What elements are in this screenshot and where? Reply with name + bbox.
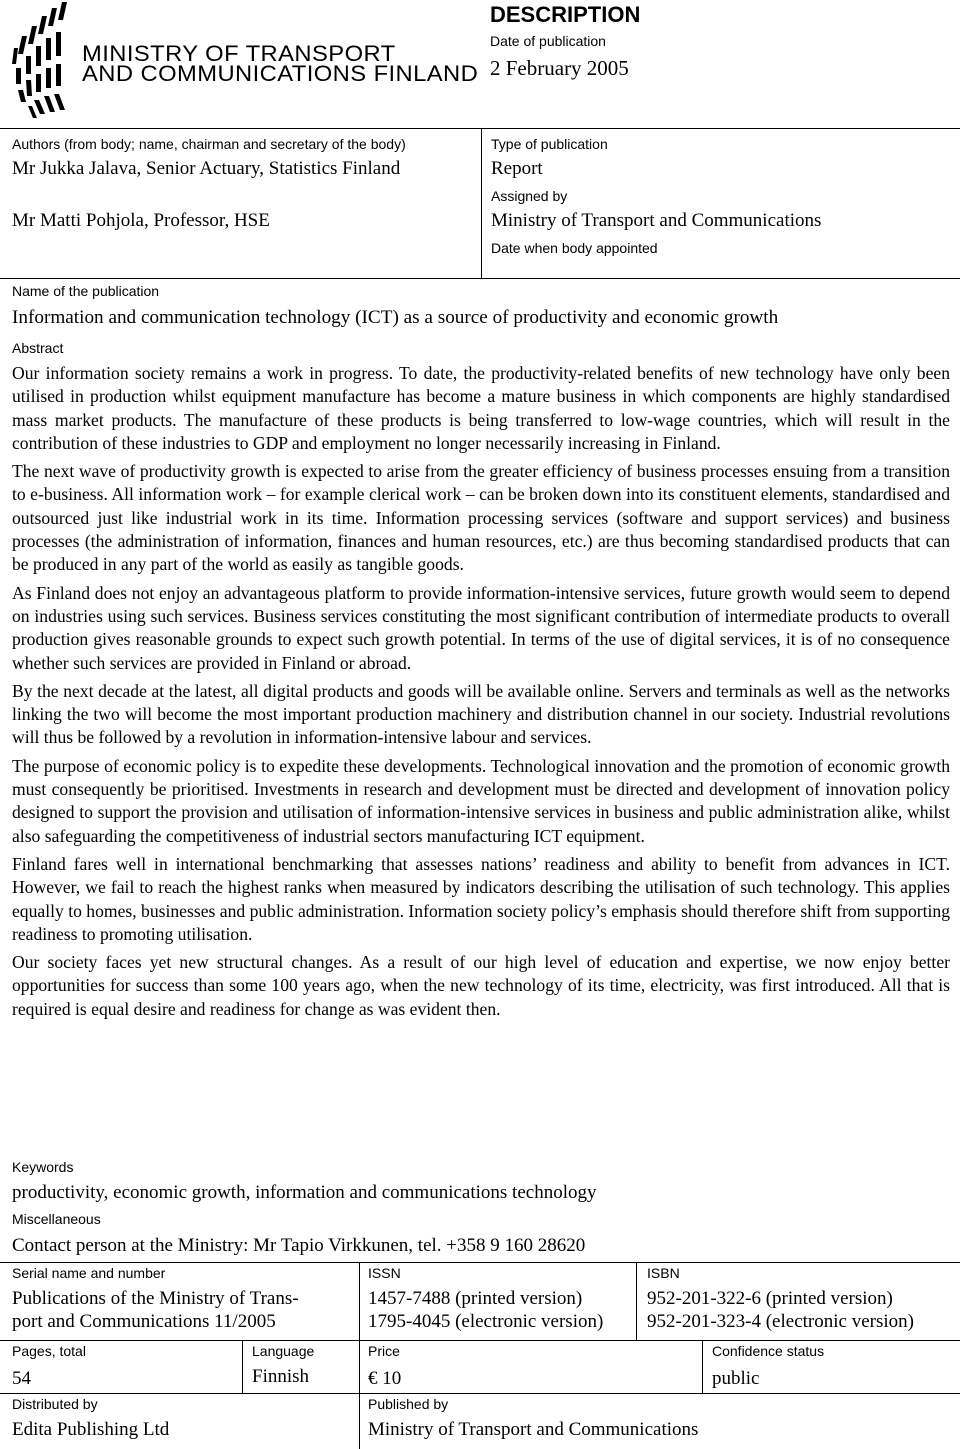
abstract-paragraph: Our society faces yet new structural changes. As a result of our high level of education and expertise, we now enjoy better opportunities for success than some 100 years ago, when the new technology of its time, electricity, was first introduced. All that is required is equal desire and readiness for change as was evident then. — [12, 952, 950, 1019]
isbn-label: ISBN — [647, 1265, 680, 1281]
language-label: Language — [252, 1343, 315, 1359]
keywords-value: productivity, economic growth, information and communications technology — [12, 1182, 597, 1203]
serial-line-2: port and Communications 11/2005 — [12, 1311, 276, 1332]
published-by-value: Ministry of Transport and Communications — [368, 1419, 699, 1440]
divider — [242, 1340, 243, 1393]
divider — [0, 1262, 960, 1263]
date-of-publication-value: 2 February 2005 — [490, 56, 629, 80]
date-of-publication-label: Date of publication — [490, 33, 606, 49]
abstract-paragraph: As Finland does not enjoy an advantageous platform to provide information-intensive services, future growth would seem to depend on industries using such services. Business services constituting the most significant contribution of intermediate products to overall production gives reasonable grounds to expect such growth potential. In terms of the use of digital services, it is of no consequence whether such services are provided in Finland or abroad. — [12, 582, 950, 673]
publication-name-label: Name of the publication — [12, 283, 160, 299]
logo-text-line1: MINISTRY OF TRANSPORT — [82, 41, 396, 66]
abstract-paragraph: The purpose of economic policy is to expedite these developments. Technological innovation and the promotion of economic growth must consequently be prioritised. Investments in research and development must be directed and development of innovation policy designed to support the provision and utilisation of information-intensive services in business and public administration alike, whilst also safeguarding the competitiveness of industrial sectors manufacturing ICT equipment. — [12, 755, 950, 846]
issn-line-2: 1795-4045 (electronic version) — [368, 1311, 604, 1332]
divider — [0, 1340, 960, 1341]
isbn-line-1: 952-201-322-6 (printed version) — [647, 1288, 893, 1309]
publication-name-value: Information and communication technology (ICT) as a source of productivity and economic growth — [12, 307, 779, 328]
divider — [359, 1262, 360, 1449]
author-1: Mr Jukka Jalava, Senior Actuary, Statistics Finland — [12, 158, 401, 179]
divider — [702, 1340, 703, 1393]
abstract-paragraph: Finland fares well in international benchmarking that assesses nations’ readiness and ability to benefit from advances in ICT. However, we fail to reach the highest ranks when measured by indicators describing the utilisation of such technology. This applies equally to homes, businesses and public administration. Information society policy’s emphasis should therefore shift from supporting readiness to promoting utilisation. — [12, 853, 950, 944]
distributed-by-label: Distributed by — [12, 1396, 98, 1412]
date-appointed-label: Date when body appointed — [491, 240, 658, 256]
issn-label: ISSN — [368, 1265, 401, 1281]
published-by-label: Published by — [368, 1396, 449, 1412]
publication-type-label: Type of publication — [491, 136, 608, 152]
abstract-paragraph: Our information society remains a work in progress. To date, the productivity-related benefits of new technology have only been utilised in production whilst equipment manufacture has become a mature business in which components are highly standardised mass market products. The manufacture of these products is being transferred to low-wage countries, which will result in the contribution of these industries to GDP and employment no longer necessarily increasing in Finland. — [12, 363, 950, 453]
confidence-status-value: public — [712, 1368, 760, 1389]
price-label: Price — [368, 1343, 400, 1359]
abstract-paragraph: By the next decade at the latest, all digital products and goods will be available online. Servers and terminals as well as the networks linking the two will become the most important production machinery and distribution channel in our society. Industrial revolutions will thus be followed by a revolution in information-intensive labour and services. — [12, 680, 950, 748]
abstract-body — [12, 362, 950, 1026]
miscellaneous-value: Contact person at the Ministry: Mr Tapio Virkkunen, tel. +358 9 160 28620 — [12, 1235, 586, 1256]
confidence-status-label: Confidence status — [712, 1343, 825, 1359]
ministry-emblem-icon — [10, 2, 80, 122]
pages-value: 54 — [12, 1368, 31, 1389]
language-value: Finnish — [252, 1366, 310, 1387]
distributed-by-value: Edita Publishing Ltd — [12, 1419, 170, 1440]
abstract-paragraph: The next wave of productivity growth is expected to arise from the greater efficiency of business processes ensuing from a transition to e-business. All information work – for example clerical work – can be broken down into its constituent elements, standardised and outsourced just like industrial work in its time. Information processing services (software and support services) and business processes (the administration of information, finances and human resources, etc.) are thus becoming standardised products that can be produced in any part of the world as easily as tangible goods. — [12, 461, 950, 575]
divider — [481, 128, 482, 278]
serial-label: Serial name and number — [12, 1265, 166, 1281]
issn-line-1: 1457-7488 (printed version) — [368, 1288, 583, 1309]
assigned-by-label: Assigned by — [491, 188, 568, 204]
divider — [0, 128, 960, 129]
keywords-label: Keywords — [12, 1159, 74, 1175]
pages-label: Pages, total — [12, 1343, 86, 1359]
divider — [0, 278, 960, 279]
divider — [636, 1262, 637, 1340]
ministry-logo — [10, 2, 480, 122]
assigned-by-value: Ministry of Transport and Communications — [491, 210, 822, 231]
abstract-label: Abstract — [12, 340, 64, 356]
isbn-line-2: 952-201-323-4 (electronic version) — [647, 1311, 914, 1332]
divider — [0, 1393, 960, 1394]
publication-type-value: Report — [491, 158, 543, 179]
price-value: € 10 — [368, 1368, 402, 1389]
logo-text-line2: AND COMMUNICATIONS FINLAND — [82, 61, 479, 86]
authors-label: Authors (from body; name, chairman and secretary of the body) — [12, 136, 406, 152]
serial-line-1: Publications of the Ministry of Trans- — [12, 1288, 299, 1309]
author-2: Mr Matti Pohjola, Professor, HSE — [12, 210, 270, 231]
miscellaneous-label: Miscellaneous — [12, 1211, 101, 1227]
document-title: DESCRIPTION — [490, 2, 641, 27]
